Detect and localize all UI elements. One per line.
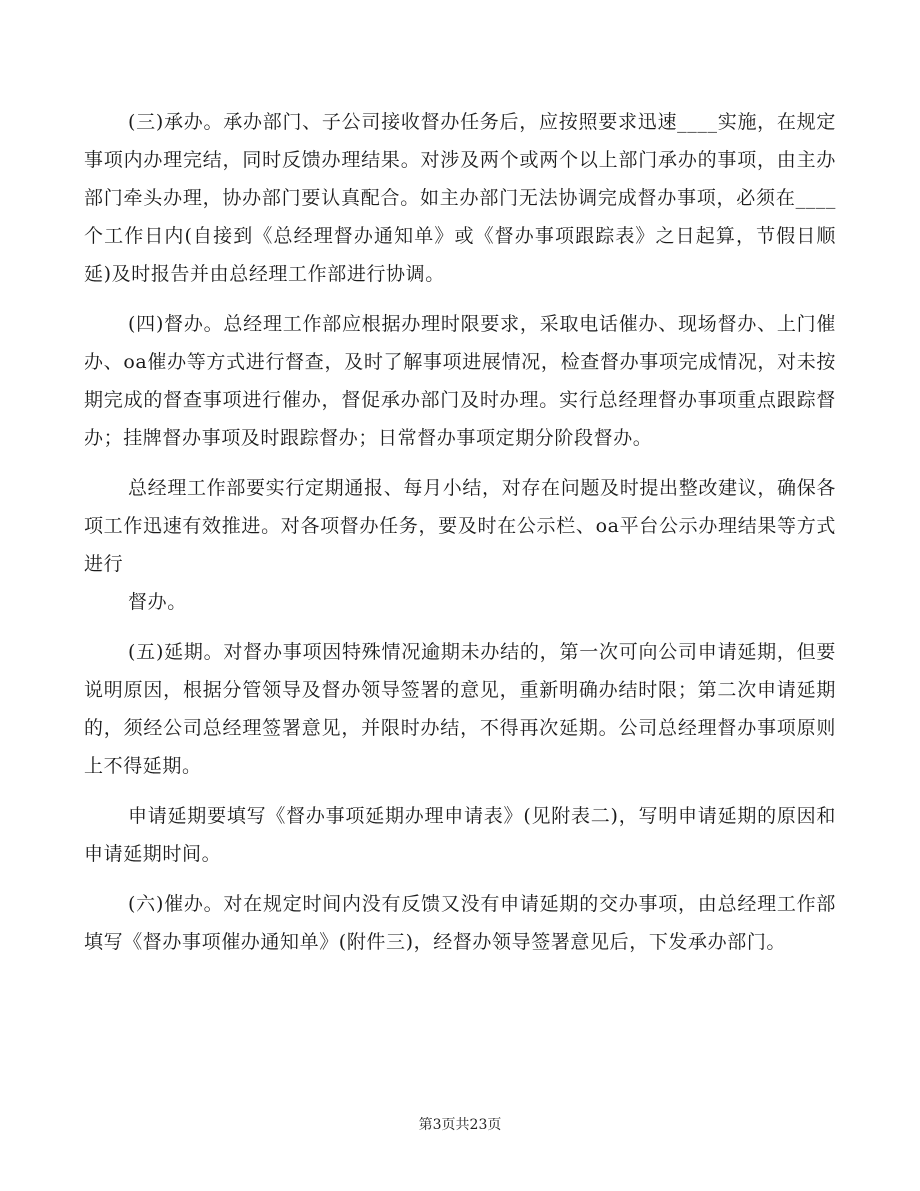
paragraph-extension: (五)延期。对督办事项因特殊情况逾期未办结的，第一次可向公司申请延期，但要说明原因，根据分管领导及督办领导签署的意见，重新明确办结时限；第二次申请延期的，须经公司总经理签署意见，并限时办结，不得再次延期。公司总经理督办事项原则上不得延期。 (84, 641, 836, 777)
paragraph-undertaking: (三)承办。承办部门、子公司接收督办任务后，应按照要求迅速____实施，在规定事项内办理完结，同时反馈办理结果。对涉及两个或两个以上部门承办的事项，由主办部门牵头办理，协办部门要认真配合。如主办部门无法协调完成督办事项，必须在____个工作日内(自接到《总经理督办通知单》或《督办事项跟踪表》之日起算，节假日顺延)及时报告并由总经理工作部进行协调。 (84, 111, 836, 285)
paragraph-extension-application: 申请延期要填写《督办事项延期办理申请表》(见附表二)，写明申请延期的原因和申请延期时间。 (84, 805, 836, 865)
document-body (84, 103, 836, 973)
paragraph-urging: (六)催办。对在规定时间内没有反馈又没有申请延期的交办事项，由总经理工作部填写《督办事项催办通知单》(附件三)，经督办领导签署意见后，下发承办部门。 (84, 893, 836, 953)
page-number-footer: 第3页共23页 (418, 1117, 502, 1133)
paragraph-supervision: (四)督办。总经理工作部应根据办理时限要求，采取电话催办、现场督办、上门催办、oa催办等方式进行督查，及时了解事项进展情况，检查督办事项完成情况，对未按期完成的督查事项进行催办，督促承办部门及时办理。实行总经理督办事项重点跟踪督办；挂牌督办事项及时跟踪督办；日常督办事项定期分阶段督办。 (84, 313, 836, 449)
paragraph-reporting: 总经理工作部要实行定期通报、每月小结，对存在问题及时提出整改建议，确保各项工作迅速有效推进。对各项督办任务，要及时在公示栏、oa平台公示办理结果等方式进行 (84, 477, 836, 575)
paragraph-reporting-tail: 督办。 (128, 591, 187, 613)
